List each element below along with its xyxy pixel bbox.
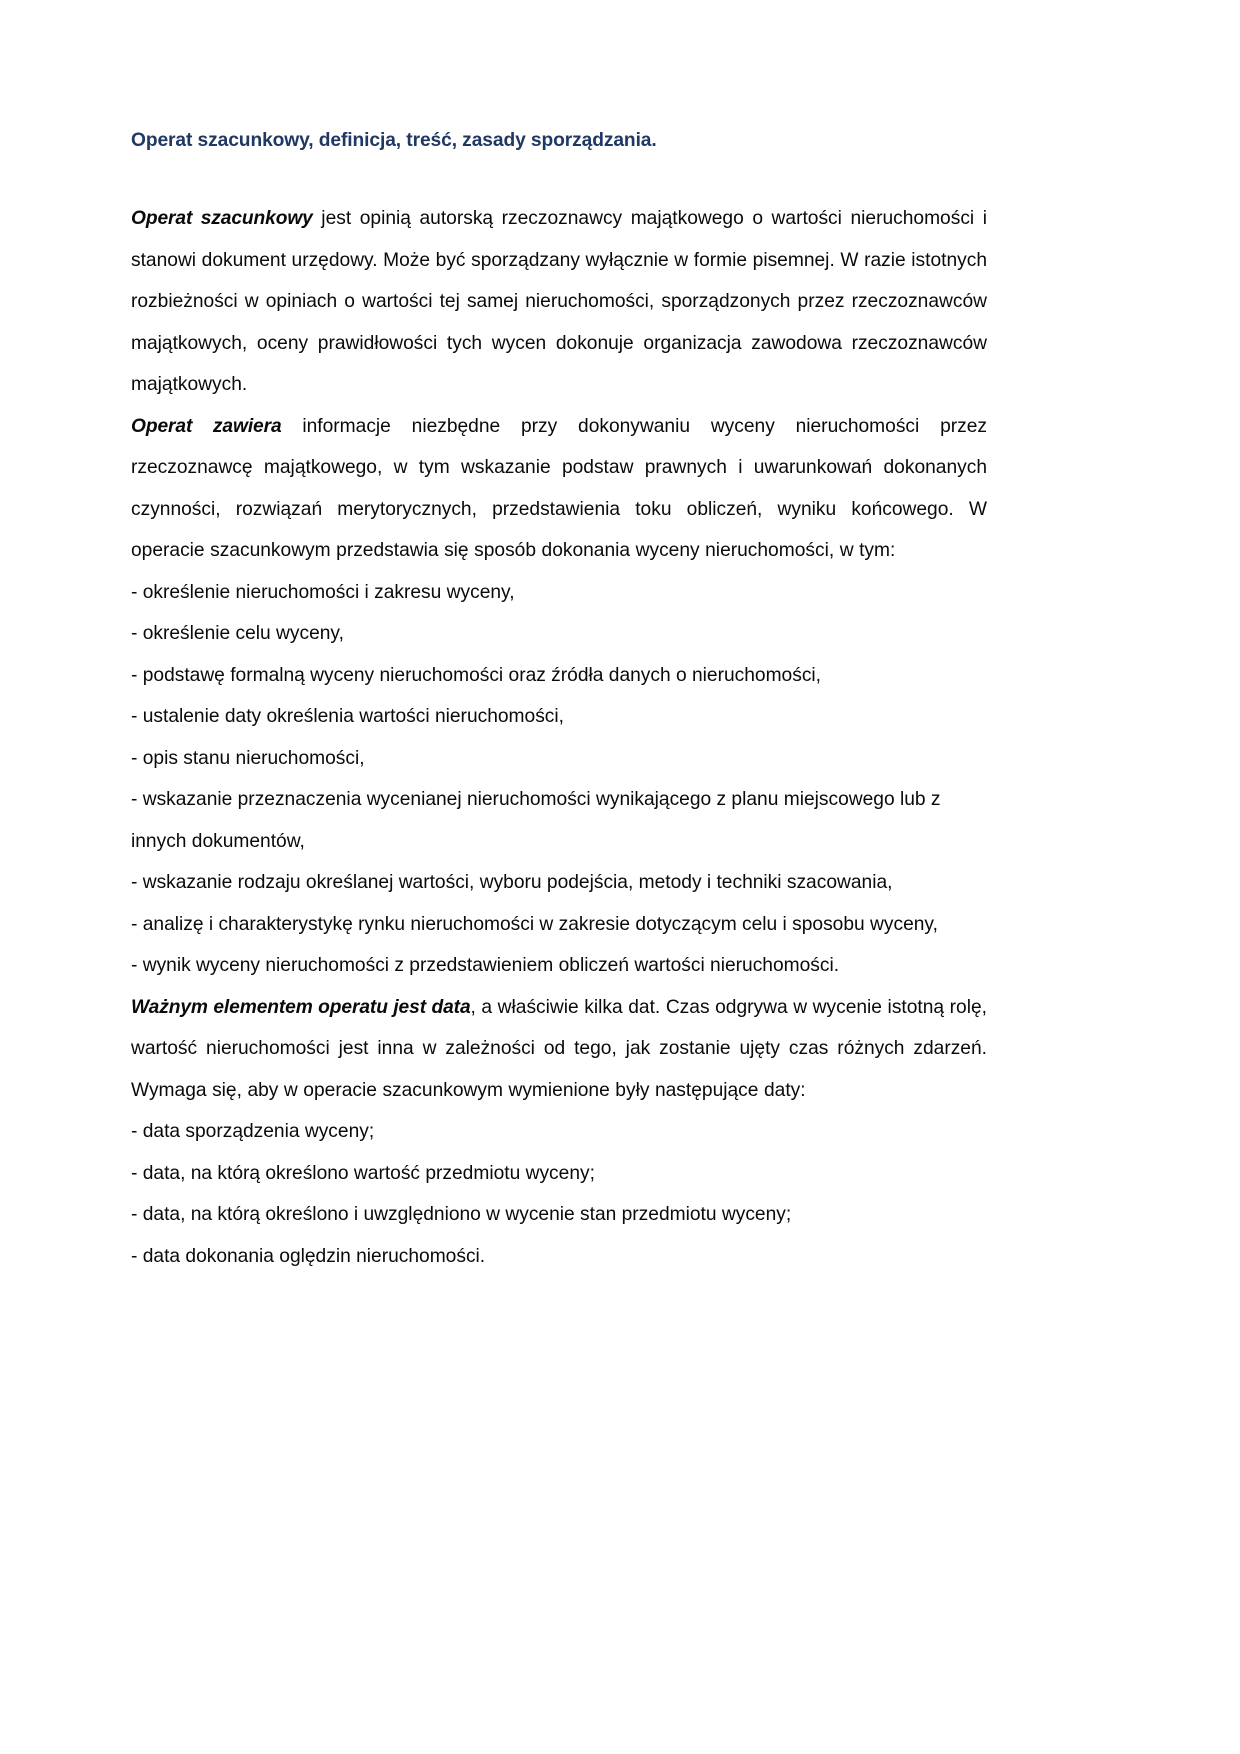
paragraph-2-lead: Operat zawiera [131,415,282,437]
list-item: - określenie celu wyceny, [131,623,344,645]
list-item: - data dokonania oględzin nieruchomości. [131,1245,486,1267]
paragraph-1-lead: Operat szacunkowy [131,208,313,230]
paragraph-definition [131,198,987,406]
list-item: - analizę i charakterystykę rynku nieruchomości w zakresie dotyczącym celu i sposobu wyceny, [131,913,938,935]
page-title: Operat szacunkowy, definicja, treść, zasady sporządzania. [131,129,657,151]
list-item: - opis stanu nieruchomości, [131,747,365,769]
list-item: - określenie nieruchomości i zakresu wyceny, [131,581,515,603]
paragraph-3-body: , a właściwie kilka dat. Czas odgrywa w wycenie istotną rolę, wartość nieruchomości jest inna w zależności od tego, jak zostanie ujęty czas różnych zdarzeń. Wymaga się, aby w operacie szacunkowym wymienione były następujące daty: [131,996,987,1101]
list-item: - wynik wyceny nieruchomości z przedstawieniem obliczeń wartości nieruchomości. [131,955,840,977]
paragraph-1-body: jest opinią autorską rzeczoznawcy majątkowego o wartości nieruchomości i stanowi dokument urzędowy. Może być sporządzany wyłącznie w formie pisemnej. W razie istotnych rozbieżności w opiniach o wartości tej samej nieruchomości, sporządzonych przez rzeczoznawców majątkowych, oceny prawidłowości tych wycen dokonuje organizacja zawodowa rzeczoznawców majątkowych. [131,208,988,396]
list-item: - wskazanie rodzaju określanej wartości, wyboru podejścia, metody i techniki szacowania, [131,872,893,894]
list-item: - data sporządzenia wyceny; [131,1121,375,1143]
list-item: - ustalenie daty określenia wartości nieruchomości, [131,706,564,728]
list-item: - data, na którą określono i uwzględniono w wycenie stan przedmiotu wyceny; [131,1204,792,1226]
document-body [131,128,987,1277]
list-item: - podstawę formalną wyceny nieruchomości oraz źródła danych o nieruchomości, [131,664,822,686]
list-item: - wskazanie przeznaczenia wycenianej nieruchomości wynikającego z planu miejscowego lub z innych dokumentów, [131,789,941,852]
paragraph-2-body: informacje niezbędne przy dokonywaniu wyceny nieruchomości przez rzeczoznawcę majątkowego, w tym wskazanie podstaw prawnych i uwarunkowań dokonanych czynności, rozwiązań merytorycznych, przedstawienia toku obliczeń, wyniku końcowego. W operacie szacunkowym przedstawia się sposób dokonania wyceny nieruchomości, w tym: [131,415,987,562]
paragraph-dates [131,987,987,1112]
paragraph-contents [131,406,987,572]
list-item: - data, na którą określono wartość przedmiotu wyceny; [131,1162,595,1184]
paragraph-3-lead: Ważnym elementem operatu jest data [131,996,471,1018]
